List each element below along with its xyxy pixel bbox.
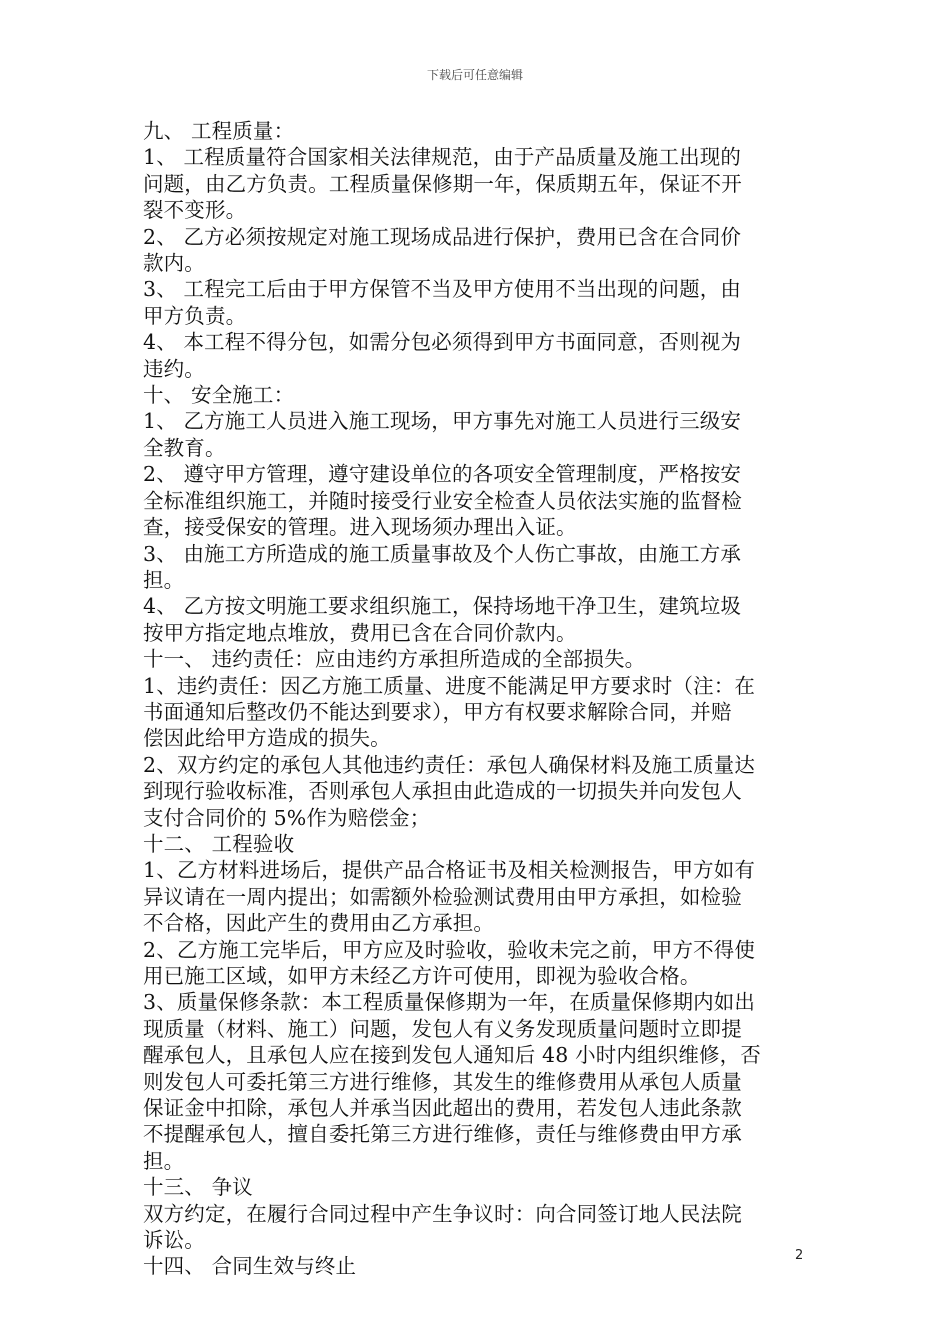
- text-line: 十、 安全施工：: [143, 383, 295, 408]
- text-line: 款内。: [143, 251, 205, 276]
- text-line: 双方约定，在履行合同过程中产生争议时：向合同签订地人民法院: [143, 1201, 742, 1226]
- text-line: 担。: [143, 567, 185, 592]
- text-line: 十四、 合同生效与终止: [143, 1254, 357, 1279]
- text-line: 九、 工程质量：: [143, 119, 295, 143]
- text-line: 按甲方指定地点堆放，费用已含在合同价款内。: [143, 620, 577, 645]
- text-line: 全教育。: [143, 435, 226, 460]
- text-line: 偿因此给甲方造成的损失。: [143, 726, 391, 751]
- document-body: [143, 118, 811, 1280]
- text-line: 2、 遵守甲方管理，遵守建设单位的各项安全管理制度，严格按安: [143, 462, 742, 487]
- text-line: 3、 由施工方所造成的施工质量事故及个人伤亡事故，由施工方承: [143, 541, 742, 566]
- text-line: 则发包人可委托第三方进行维修，其发生的维修费用从承包人质量: [143, 1069, 742, 1094]
- text-line: 支付合同价的 5%作为赔偿金；: [143, 805, 431, 830]
- text-line: 不合格，因此产生的费用由乙方承担。: [143, 911, 495, 936]
- text-line: 3、质量保修条款：本工程质量保修期为一年，在质量保修期内如出: [143, 990, 756, 1015]
- text-line: 十二、 工程验收: [143, 831, 295, 856]
- text-line: 担。: [143, 1148, 185, 1173]
- text-line: 异议请在一周内提出；如需额外检验测试费用由甲方承担，如检验: [143, 884, 742, 909]
- page-header: 下载后可任意编辑: [426, 68, 523, 82]
- text-line: 1、 工程质量符合国家相关法律规范，由于产品质量及施工出现的: [143, 145, 742, 170]
- text-line: 4、 本工程不得分包，如需分包必须得到甲方书面同意，否则视为: [143, 330, 742, 355]
- text-line: 违约。: [143, 356, 205, 381]
- text-line: 3、 工程完工后由于甲方保管不当及甲方使用不当出现的问题，由: [143, 277, 742, 302]
- page-number: 2: [795, 1248, 804, 1263]
- text-line: 2、双方约定的承包人其他违约责任：承包人确保材料及施工质量达: [143, 752, 756, 777]
- text-line: 1、 乙方施工人员进入施工现场，甲方事先对施工人员进行三级安: [143, 409, 742, 434]
- text-line: 4、 乙方按文明施工要求组织施工，保持场地干净卫生，建筑垃圾: [143, 594, 742, 619]
- text-line: 查，接受保安的管理。进入现场须办理出入证。: [143, 515, 577, 540]
- text-line: 2、乙方施工完毕后，甲方应及时验收，验收未完之前，甲方不得使: [143, 937, 756, 962]
- text-line: 不提醒承包人，擅自委托第三方进行维修，责任与维修费由甲方承: [143, 1122, 742, 1147]
- text-line: 现质量（材料、施工）问题，发包人有义务发现质量问题时立即提: [143, 1016, 742, 1041]
- text-line: 裂不变形。: [143, 198, 247, 223]
- text-line: 保证金中扣除，承包人并承当因此超出的费用，若发包人违此条款: [143, 1096, 742, 1121]
- text-line: 1、乙方材料进场后，提供产品合格证书及相关检测报告，甲方如有: [143, 858, 756, 883]
- text-line: 诉讼。: [143, 1228, 205, 1253]
- text-line: 2、 乙方必须按规定对施工现场成品进行保护，费用已含在合同价: [143, 224, 742, 249]
- text-line: 十一、 违约责任：应由违约方承担所造成的全部损失。: [143, 647, 646, 672]
- text-line: 全标准组织施工，并随时接受行业安全检查人员依法实施的监督检: [143, 488, 742, 513]
- text-line: 问题，由乙方负责。工程质量保修期一年，保质期五年，保证不开: [143, 171, 742, 196]
- text-line: 1、违约责任：因乙方施工质量、进度不能满足甲方要求时（注：在: [143, 673, 756, 698]
- text-line: 书面通知后整改仍不能达到要求），甲方有权要求解除合同，并赔: [143, 699, 732, 724]
- text-line: 到现行验收标准，否则承包人承担由此造成的一切损失并向发包人: [143, 779, 742, 804]
- text-line: 十三、 争议: [143, 1175, 253, 1200]
- text-line: 醒承包人，且承包人应在接到发包人通知后 48 小时内组织维修，否: [143, 1043, 761, 1068]
- text-line: 甲方负责。: [143, 303, 247, 328]
- text-line: 用已施工区域，如甲方未经乙方许可使用，即视为验收合格。: [143, 964, 701, 988]
